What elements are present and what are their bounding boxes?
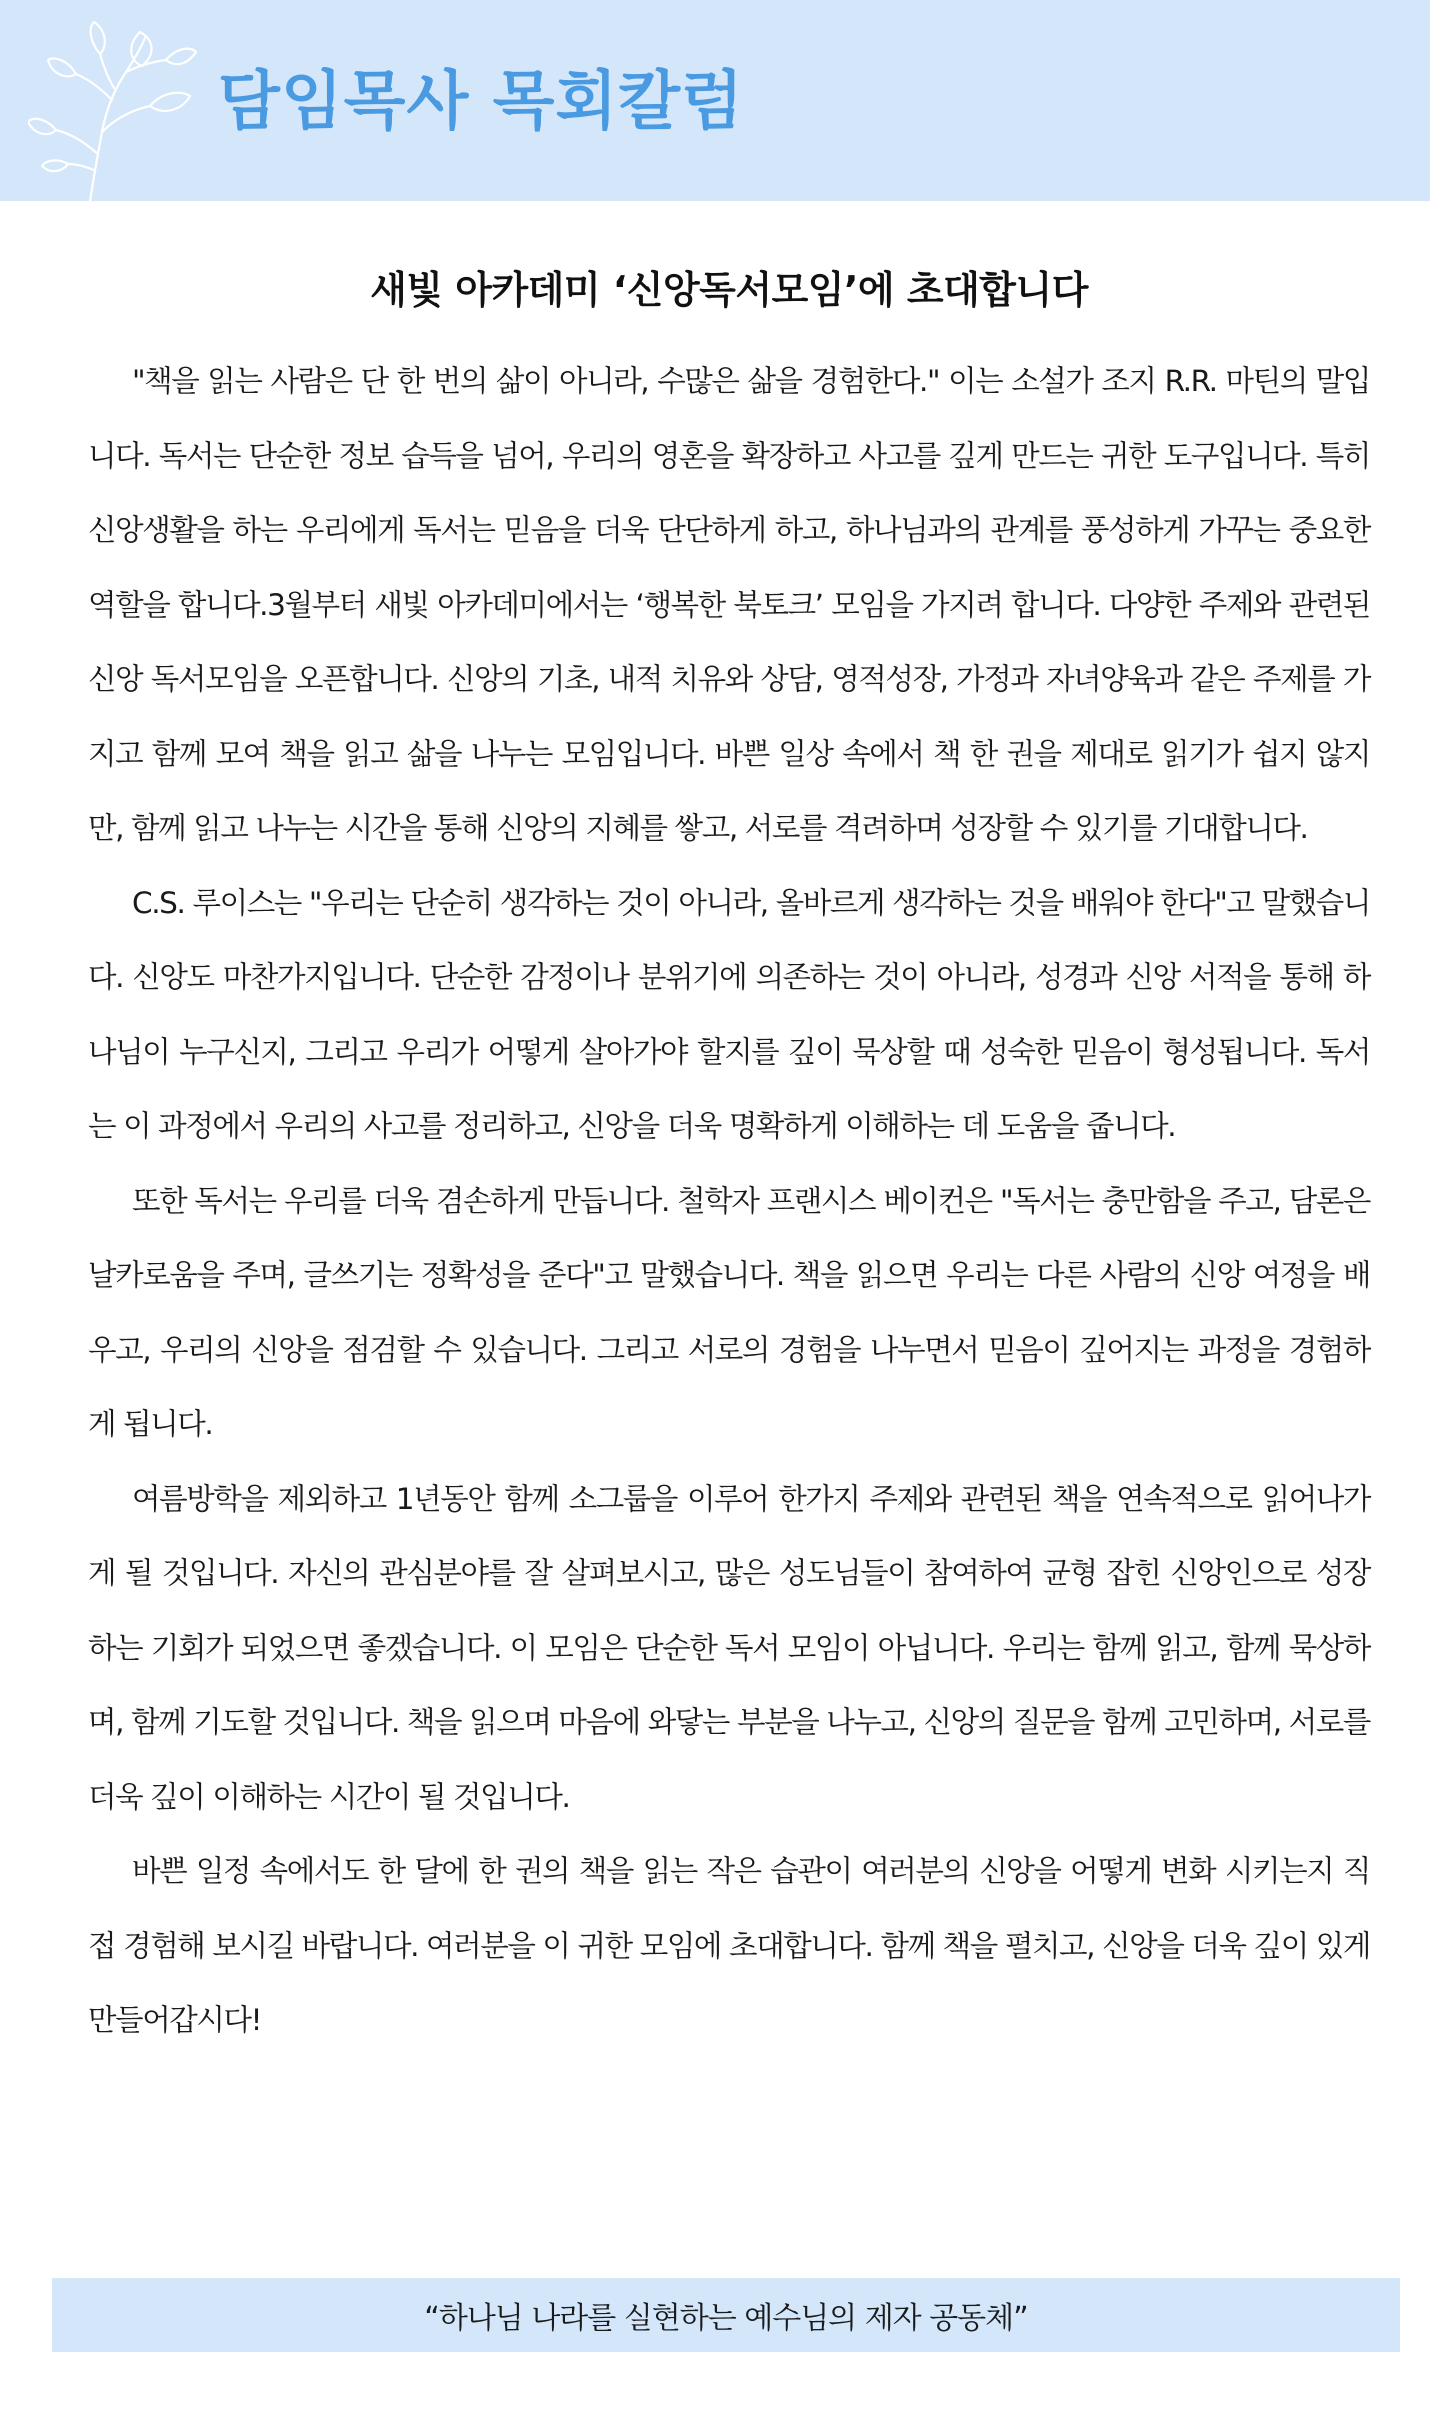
leaf-branch-icon (28, 14, 198, 204)
footer-motto: “하나님 나라를 실현하는 예수님의 제자 공동체” (424, 2301, 1028, 2336)
article-paragraph: 또한 독서는 우리를 더욱 겸손하게 만듭니다. 철학자 프랜시스 베이컨은 "독서는 충만함을 주고, 담론은 날카로움을 주며, 글쓰기는 정확성을 준다"고 말했습니다. 책을 읽으면 우리는 다른 사람의 신앙 여정을 배우고, 우리의 신앙을 점검할 수 있습니다. 그리고 서로의 경험을 나누면서 믿음이 깊어지는 과정을 경험하게 됩니다. (88, 1183, 1370, 1441)
article-body (88, 344, 1370, 2058)
article (88, 250, 1370, 2058)
article-paragraph: C.S. 루이스는 "우리는 단순히 생각하는 것이 아니라, 올바르게 생각하는 것을 배워야 한다"고 말했습니다. 신앙도 마찬가지입니다. 단순한 감정이나 분위기에 의존하는 것이 아니라, 성경과 신앙 서적을 통해 하나님이 누구신지, 그리고 우리가 어떻게 살아가야 할지를 깊이 묵상할 때 성숙한 믿음이 형성됩니다. 독서는 이 과정에서 우리의 사고를 정리하고, 신앙을 더욱 명확하게 이해하는 데 도움을 줍니다. (88, 885, 1370, 1143)
article-paragraph: 여름방학을 제외하고 1년동안 함께 소그룹을 이루어 한가지 주제와 관련된 책을 연속적으로 읽어나가게 될 것입니다. 자신의 관심분야를 잘 살펴보시고, 많은 성도님들이 참여하여 균형 잡힌 신앙인으로 성장하는 기회가 되었으면 좋겠습니다. 이 모임은 단순한 독서 모임이 아닙니다. 우리는 함께 읽고, 함께 묵상하며, 함께 기도할 것입니다. 책을 읽으며 마음에 와닿는 부분을 나누고, 신앙의 질문을 함께 고민하며, 서로를 더욱 깊이 이해하는 시간이 될 것입니다. (88, 1481, 1370, 1814)
article-paragraph: 바쁜 일정 속에서도 한 달에 한 권의 책을 읽는 작은 습관이 여러분의 신앙을 어떻게 변화 시키는지 직접 경험해 보시길 바랍니다. 여러분을 이 귀한 모임에 초대합니다. 함께 책을 펼치고, 신앙을 더욱 깊이 있게 만들어갑시다! (88, 1854, 1370, 2037)
article-title: 새빛 아카데미 ‘신앙독서모임’에 초대합니다 (370, 268, 1088, 312)
page-title: 담임목사 목회칼럼 (218, 65, 744, 139)
article-paragraph: "책을 읽는 사람은 단 한 번의 삶이 아니라, 수많은 삶을 경험한다." 이는 소설가 조지 R.R. 마틴의 말입니다. 독서는 단순한 정보 습득을 넘어, 우리의 영혼을 확장하고 사고를 깊게 만드는 귀한 도구입니다. 특히 신앙생활을 하는 우리에게 독서는 믿음을 더욱 단단하게 하고, 하나님과의 관계를 풍성하게 가꾸는 중요한 역할을 합니다.3월부터 새빛 아카데미에서는 ‘행복한 북토크’ 모임을 가지려 합니다. 다양한 주제와 관련된 신앙 독서모임을 오픈합니다. 신앙의 기초, 내적 치유와 상담, 영적성장, 가정과 자녀양육과 같은 주제를 가지고 함께 모여 책을 읽고 삶을 나누는 모임입니다. 바쁜 일상 속에서 책 한 권을 제대로 읽기가 쉽지 않지만, 함께 읽고 나누는 시간을 통해 신앙의 지혜를 쌓고, 서로를 격려하며 성장할 수 있기를 기대합니다. (88, 364, 1370, 845)
footer-banner (52, 2278, 1400, 2352)
column-header (0, 0, 1430, 201)
